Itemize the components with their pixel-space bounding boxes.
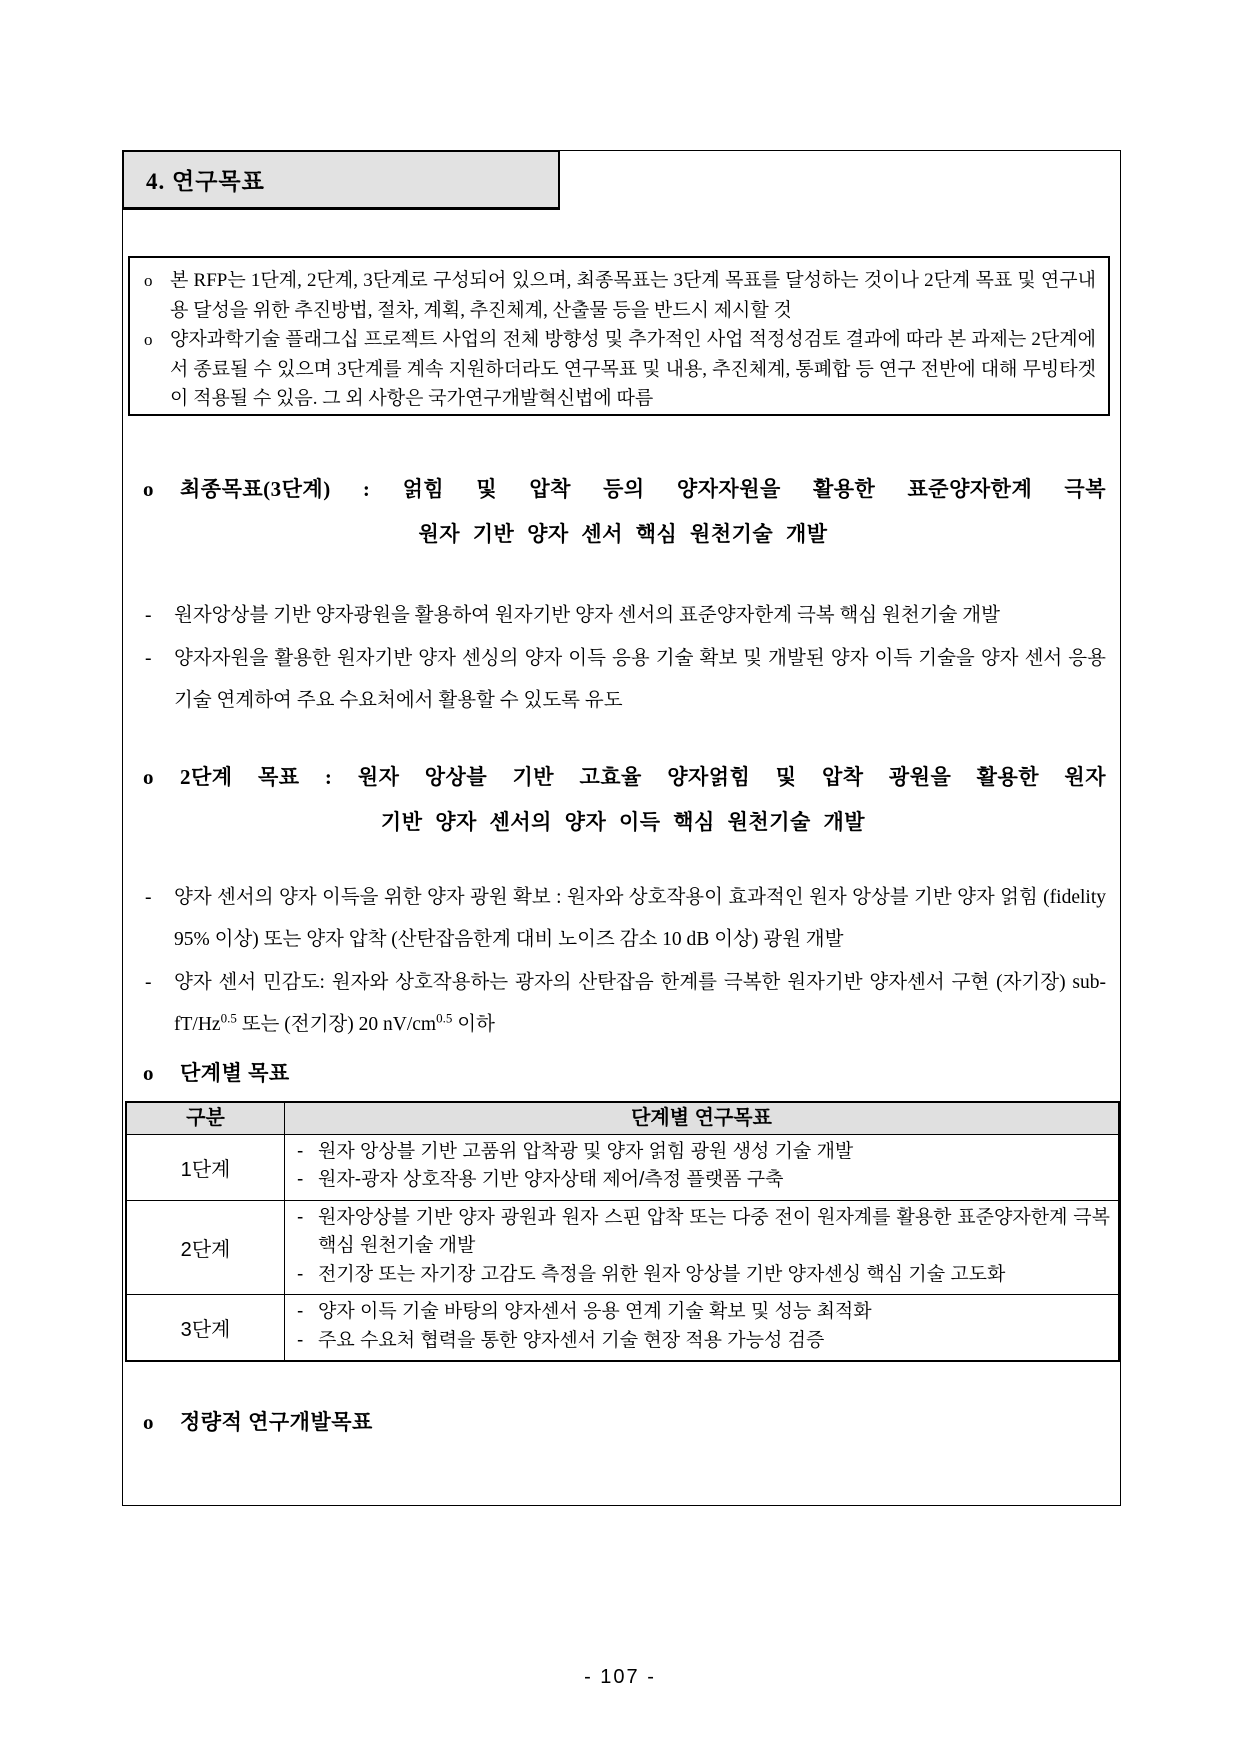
dash-bullet-marker: - xyxy=(145,647,152,669)
notice-item-text: 양자과학기술 플래그십 프로젝트 사업의 전체 방향성 및 추가적인 사업 적정성검토 결과에 따라 본 과제는 2단계에서 종료될 수 있으며 3단계를 계속 지원하더라도 연구목표 및 내용, 추진체계, 통폐합 등 연구 전반에 대해 무빙타겟이 적용될 수 있음. 그 외 사항은 국가연구개발혁신법에 따름 xyxy=(170,329,1096,409)
table-row-goals xyxy=(285,1295,1118,1360)
dash-bullet-marker: - xyxy=(297,1169,304,1190)
dash-bullet-marker: - xyxy=(145,971,152,993)
table-goal-text: 원자앙상블 기반 양자 광원과 원자 스핀 압착 또는 다중 전이 원자계를 활용한 표준양자한계 극복 핵심 원천기술 개발 xyxy=(318,1206,1110,1256)
superscript-exponent: 0.5 xyxy=(220,1010,237,1026)
circle-bullet-marker: o xyxy=(144,271,153,290)
superscript-exponent: 0.5 xyxy=(436,1010,453,1026)
sensitivity-text-pre: 양자 센서 민감도: 원자와 상호작용하는 광자의 산탄잡음 한계를 극복한 원자기반 양자센서 구현 (자기장) sub-fT/Hz xyxy=(174,971,1106,1035)
list-item-text: 양자 센서의 양자 이득을 위한 양자 광원 확보 : 원자와 상호작용이 효과적인 원자 앙상블 기반 양자 얽힘 (fidelity 95% 이상) 또는 양자 압착 (산탄잡음한계 대비 노이즈 감소 10 dB 이상) 광원 개발 xyxy=(174,886,1106,950)
circle-bullet-marker: o xyxy=(143,1060,154,1085)
page-number: - 107 - xyxy=(584,1666,656,1688)
dash-bullet-marker: - xyxy=(297,1301,304,1322)
list-item-text: 양자자원을 활용한 원자기반 양자 센싱의 양자 이득 응용 기술 확보 및 개발된 양자 이득 기술을 양자 센서 응용 기술 연계하여 주요 수요처에서 활용할 수 있도록 유도 xyxy=(174,647,1106,711)
table-goal-item xyxy=(295,1327,1110,1356)
circle-bullet-marker: o xyxy=(143,477,154,501)
final-goal-heading-line2: 원자 기반 양자 센서 핵심 원천기술 개발 xyxy=(418,522,828,546)
notice-item xyxy=(142,266,1096,325)
stage2-goal-heading-line1 xyxy=(140,755,1106,800)
stage-goals-heading xyxy=(125,1057,1120,1089)
table-goal-item xyxy=(295,1166,1110,1195)
dash-bullet-marker: - xyxy=(145,605,152,626)
circle-bullet-marker: o xyxy=(144,330,153,349)
list-item xyxy=(140,877,1106,962)
table-goal-text: 원자 앙상블 기반 고품위 압착광 및 양자 얽힘 광원 생성 기술 개발 xyxy=(318,1140,854,1162)
stage2-goal-heading xyxy=(125,755,1120,845)
circle-bullet-marker: o xyxy=(143,764,154,789)
notice-item xyxy=(142,325,1096,414)
stage-goals-table xyxy=(125,1101,1120,1363)
table-goal-text: 원자-광자 상호작용 기반 양자상태 제어/측정 플랫폼 구축 xyxy=(318,1169,784,1190)
final-goal-heading-line1 xyxy=(140,467,1106,512)
main-content xyxy=(125,415,1120,1438)
section-title: 4. 연구목표 xyxy=(146,169,265,194)
final-goal-heading xyxy=(125,467,1120,557)
circle-bullet-marker: o xyxy=(143,1410,154,1434)
quantitative-goal-heading-text: 정량적 연구개발목표 xyxy=(180,1410,373,1434)
final-goal-heading-text: 최종목표(3단계) : 얽힘 및 압착 등의 양자자원을 활용한 표준양자한계 극복 xyxy=(180,477,1106,501)
stage2-goal-heading-line2: 기반 양자 센서의 양자 이득 핵심 원천기술 개발 xyxy=(380,809,866,834)
table-row-label: 3단계 xyxy=(127,1295,284,1360)
list-item-text: 원자앙상블 기반 양자광원을 활용하여 원자기반 양자 센서의 표준양자한계 극복 핵심 원천기술 개발 xyxy=(174,605,1000,626)
table-goal-item xyxy=(295,1204,1110,1261)
table-row-goals xyxy=(285,1135,1118,1200)
section-title-box xyxy=(122,150,560,210)
table-row-label: 1단계 xyxy=(127,1135,284,1200)
table-row-goals xyxy=(285,1201,1118,1295)
sensitivity-text-post: 이하 xyxy=(452,1014,495,1035)
stage-goals-heading-text: 단계별 목표 xyxy=(180,1060,290,1085)
list-item-text xyxy=(174,962,1106,1047)
table-goal-text: 전기장 또는 자기장 고감도 측정을 위한 원자 앙상블 기반 양자센싱 핵심 기술 고도화 xyxy=(318,1263,1006,1285)
dash-bullet-marker: - xyxy=(297,1263,304,1285)
final-goal-bullets xyxy=(125,595,1120,723)
dash-bullet-marker: - xyxy=(297,1329,304,1351)
table-row-label: 2단계 xyxy=(127,1201,284,1295)
list-item xyxy=(140,962,1106,1047)
list-item xyxy=(140,595,1106,638)
table-goal-item xyxy=(295,1138,1110,1167)
table-header-category: 구분 xyxy=(127,1103,284,1134)
quantitative-goal-heading xyxy=(125,1406,1120,1438)
dash-bullet-marker: - xyxy=(145,886,152,908)
stage2-goal-bullets xyxy=(125,877,1120,1047)
table-goal-item xyxy=(295,1261,1110,1290)
sensitivity-text-mid: 또는 (전기장) 20 nV/cm xyxy=(236,1014,437,1035)
notice-item-text: 본 RFP는 1단계, 2단계, 3단계로 구성되어 있으며, 최종목표는 3단계 목표를 달성하는 것이나 2단계 목표 및 연구내용 달성을 위한 추진방법, 절차, 계획, 추진체계, 산출물 등을 반드시 제시할 것 xyxy=(170,270,1096,321)
notice-box xyxy=(128,256,1110,416)
dash-bullet-marker: - xyxy=(297,1140,304,1162)
table-goal-text: 주요 수요처 협력을 통한 양자센서 기술 현장 적용 가능성 검증 xyxy=(318,1329,825,1351)
table-goal-text: 양자 이득 기술 바탕의 양자센서 응용 연계 기술 확보 및 성능 최적화 xyxy=(318,1301,872,1322)
list-item xyxy=(140,638,1106,723)
table-goal-item xyxy=(295,1298,1110,1327)
dash-bullet-marker: - xyxy=(297,1206,304,1228)
stage2-goal-heading-text: 2단계 목표 : 원자 앙상블 기반 고효율 양자얽힘 및 압착 광원을 활용한 원자 xyxy=(180,764,1106,789)
table-header-objectives: 단계별 연구목표 xyxy=(285,1103,1118,1134)
